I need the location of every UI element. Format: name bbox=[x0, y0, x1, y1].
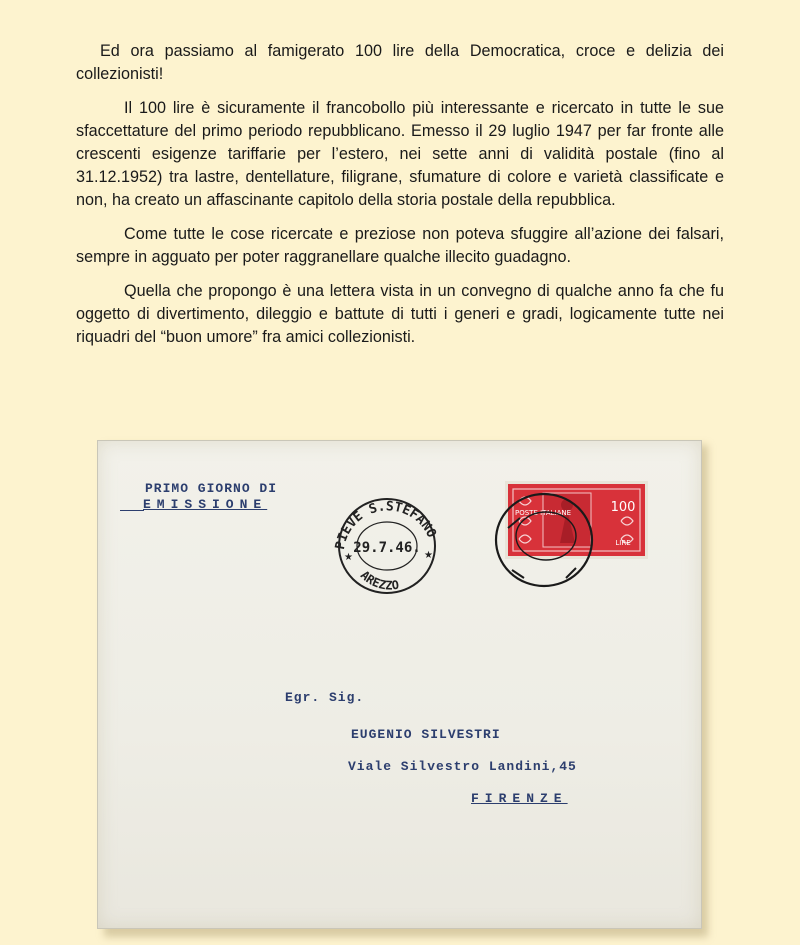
recipient-street: Viale Silvestro Landini,45 bbox=[348, 759, 577, 774]
paragraph-letter: Quella che propongo è una lettera vista in un convegno di qualche anno fa che fu oggetto di divertimento, dileggio e battute di tutti i generi e gradi, logicamente tutte nei riquadri del “buon umore” fra amici collezionisti. bbox=[76, 282, 724, 346]
postmark-province: AREZZO bbox=[357, 568, 400, 593]
recipient-name: EUGENIO SILVESTRI bbox=[351, 727, 501, 742]
paragraph-intro: Ed ora passiamo al famigerato 100 lire della Democratica, croce e delizia dei collezionisti! bbox=[76, 42, 724, 83]
envelope-header-line2: EMISSIONE bbox=[143, 497, 268, 512]
recipient-city: FIRENZE bbox=[471, 791, 568, 806]
envelope-header-line1: PRIMO GIORNO DI bbox=[145, 481, 278, 496]
salutation: Egr. Sig. bbox=[285, 690, 365, 705]
paragraph-forgers: Come tutte le cose ricercate e preziose non poteva sfuggire all’azione dei falsari, sempre in agguato per poter raggranellare qualche illecito guadagno. bbox=[76, 225, 724, 266]
postmark-cancel bbox=[488, 488, 598, 592]
svg-text:AREZZO bbox=[358, 568, 400, 593]
stamp-country: POSTE ITALIANE bbox=[515, 509, 572, 517]
stamp-currency: LIRE bbox=[615, 539, 631, 547]
header-dash bbox=[120, 510, 144, 511]
stamp-value: 100 bbox=[610, 500, 636, 515]
postmark-town: PIEVE S.STEFANO bbox=[333, 499, 439, 551]
postmark-star-icon: ★ bbox=[344, 552, 353, 563]
postmark-date: 29.7.46. bbox=[353, 540, 421, 556]
paragraph-description: Il 100 lire è sicuramente il francobollo più interessante e ricercato in tutte le sue sfaccettature del primo periodo repubblicano. Emesso il 29 luglio 1947 per far fronte alle crescenti esigenze tariffarie per l’estero, nei sette anni di validità postale (fino al 31.12.1952) tra lastre, dentellature, filigrane, sfumature di colore e varietà classificate e non, ha creato un affascinante capitolo della storia postale della repubblica. bbox=[76, 99, 724, 209]
article-text bbox=[76, 40, 724, 360]
postmark-left bbox=[330, 492, 444, 596]
postmark-star-icon: ★ bbox=[424, 550, 433, 561]
